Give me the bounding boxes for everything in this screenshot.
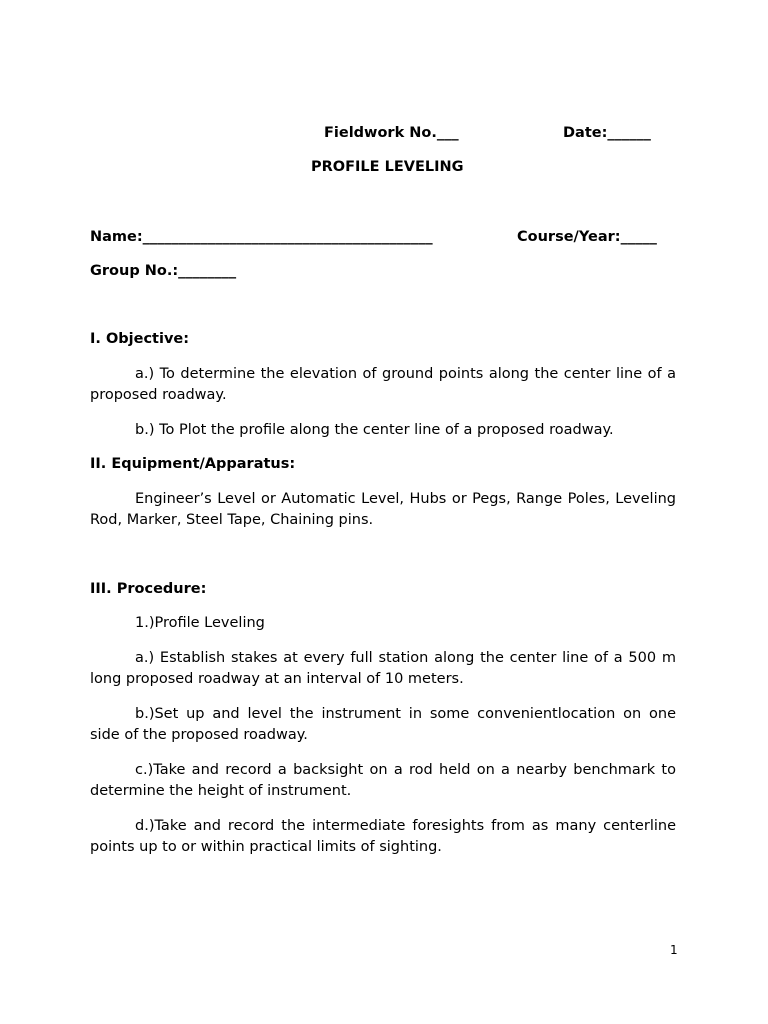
procedure-step-b-text: b.)Set up and level the instrument in some convenientlocation on one side of the proposed roadway.	[90, 706, 676, 743]
objective-item-a-text: a.) To determine the elevation of ground points along the center line of a proposed roadway.	[90, 366, 676, 403]
equipment-heading: II. Equipment/Apparatus:	[90, 456, 296, 472]
procedure-step-a-text: a.) Establish stakes at every full station along the center line of a 500 m long proposed roadway at an interval of 10 meters.	[90, 650, 676, 687]
fieldwork-number-label: Fieldwork No.___	[324, 125, 459, 141]
objective-heading: I. Objective:	[90, 331, 190, 347]
group-number-field-label: Group No.:________	[90, 263, 237, 279]
procedure-step-d-text: d.)Take and record the intermediate foresights from as many centerline points up to or within practical limits of sighting.	[90, 818, 676, 855]
date-label: Date:______	[563, 125, 651, 141]
procedure-subheading: 1.)Profile Leveling	[135, 615, 265, 631]
name-field-label: Name:________________________________________	[90, 229, 433, 245]
procedure-step-d	[90, 816, 676, 858]
objective-item-b-text: b.) To Plot the profile along the center line of a proposed roadway.	[135, 422, 614, 438]
objective-item-b	[90, 420, 676, 441]
procedure-heading: III. Procedure:	[90, 581, 207, 597]
course-year-field-label: Course/Year:_____	[517, 229, 657, 245]
objective-item-a	[90, 364, 676, 406]
document-title: PROFILE LEVELING	[311, 159, 464, 175]
procedure-step-b	[90, 704, 676, 746]
page-number: 1	[670, 943, 678, 957]
procedure-step-a	[90, 648, 676, 690]
procedure-step-c-text: c.)Take and record a backsight on a rod held on a nearby benchmark to determine the height of instrument.	[90, 762, 676, 799]
procedure-step-c	[90, 760, 676, 802]
equipment-list-text: Engineer’s Level or Automatic Level, Hubs or Pegs, Range Poles, Leveling Rod, Marker, Steel Tape, Chaining pins.	[90, 491, 676, 528]
equipment-list	[90, 489, 676, 531]
